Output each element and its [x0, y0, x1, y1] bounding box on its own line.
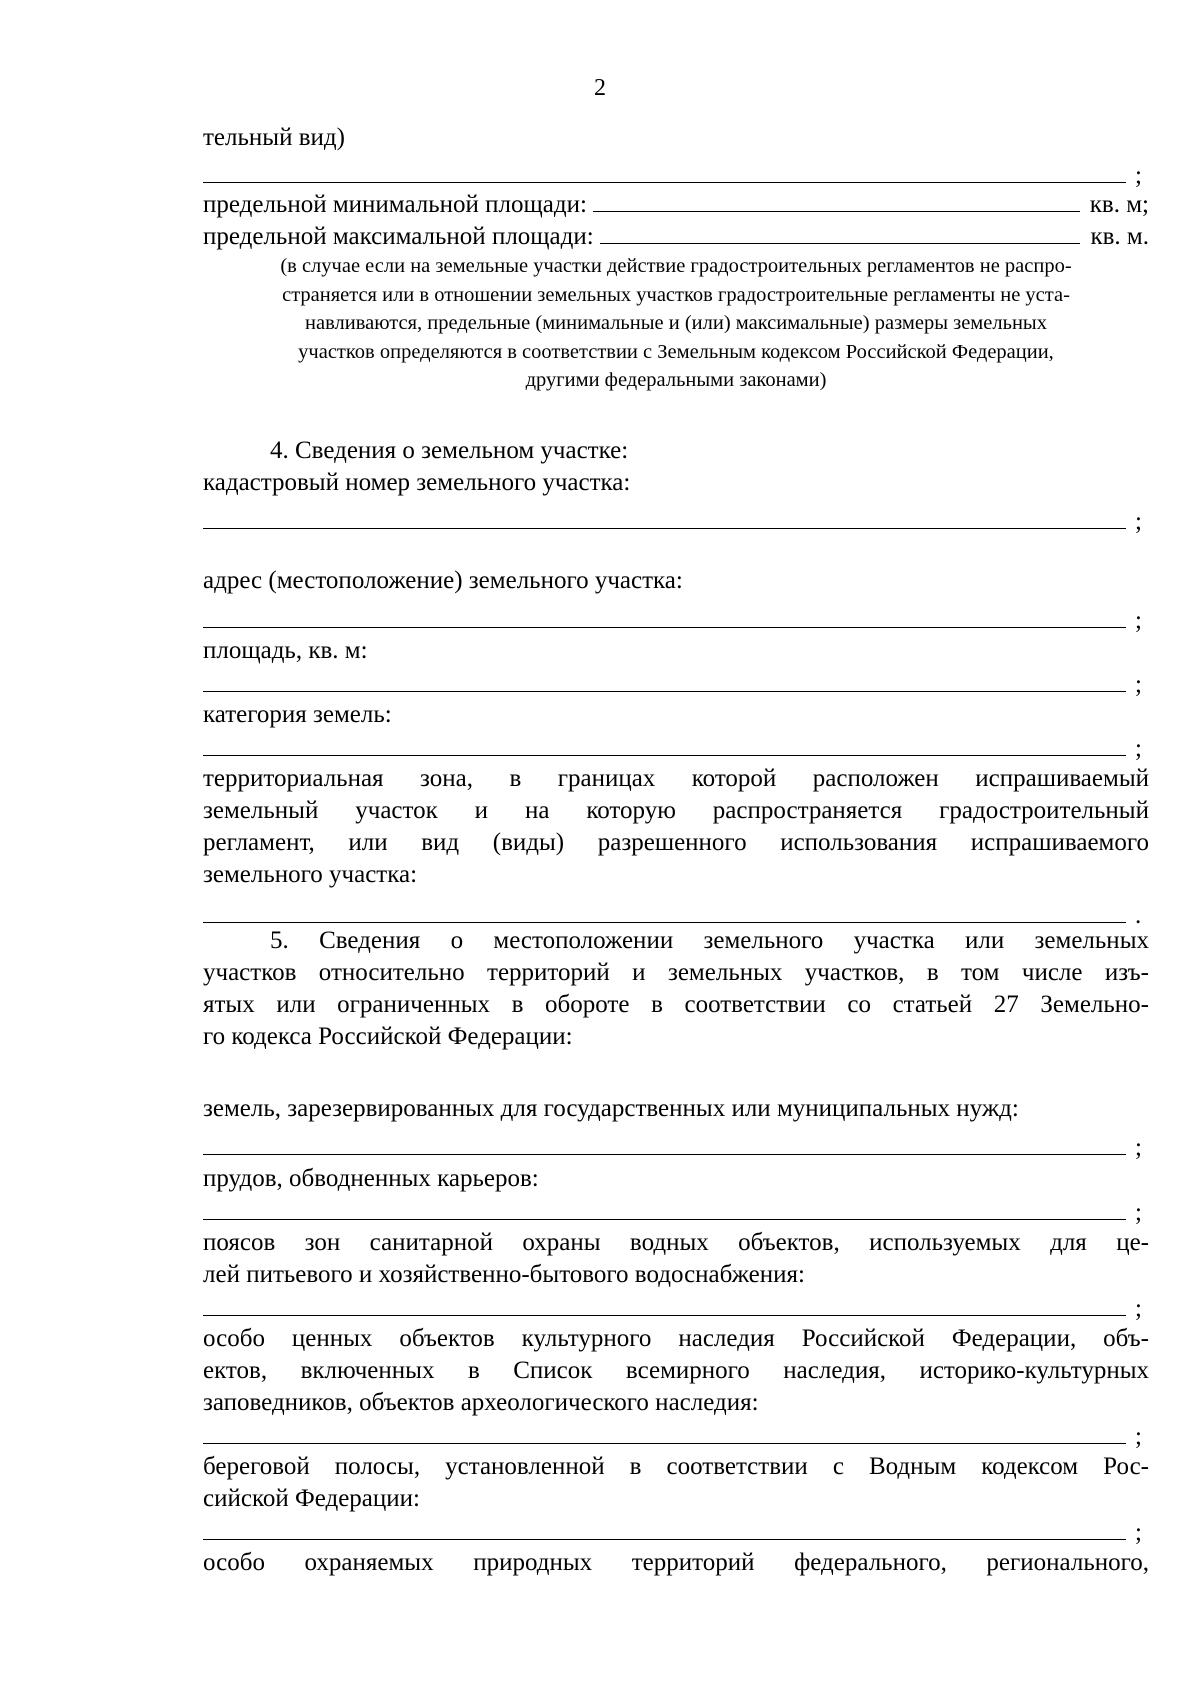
max-area-label: предельной максимальной площади: [203, 223, 594, 250]
territorial-zone-line: земельный участок и на которую распространяется градостроительный [203, 797, 1149, 824]
ponds-field[interactable] [203, 1219, 1126, 1220]
field-end-mark: ; [1135, 1199, 1142, 1226]
section-5-heading-line: 5. Сведения о местоположении земельного участка или земельных [270, 927, 1149, 954]
protected-areas-line: особо охраняемых природных территорий федерального, регионального, [203, 1549, 1149, 1576]
field-end-mark: ; [1135, 671, 1142, 698]
min-area-field[interactable] [593, 187, 1080, 212]
field-end-mark: ; [1135, 1134, 1142, 1161]
section-5-heading-line: ятых или ограниченных в обороте в соответствии со статьей 27 Земельно- [203, 991, 1149, 1018]
territorial-zone-line: регламент, или вид (виды) разрешенного использования испрашиваемого [203, 829, 1149, 856]
section-5-heading-line: участков относительно территорий и земельных участков, в том числе изъ- [203, 959, 1149, 986]
territorial-zone-field[interactable] [203, 922, 1126, 923]
cadastral-number-field[interactable] [203, 528, 1126, 529]
field-end-mark: ; [1135, 508, 1142, 535]
area-note [203, 252, 1149, 395]
section-5-heading-line: го кодекса Российской Федерации: [203, 1023, 573, 1050]
continuation-text: тельный вид) [203, 124, 345, 151]
min-area-row [203, 187, 1149, 220]
territorial-zone-line: территориальная зона, в границах которой расположен испрашиваемый [203, 765, 1149, 792]
sanitary-zones-line: лей питьевого и хозяйственно-бытового водоснабжения: [203, 1261, 805, 1288]
field-end-mark: ; [1135, 607, 1142, 634]
cultural-heritage-line: ектов, включенных в Список всемирного наследия, историко-культурных [203, 1357, 1149, 1384]
land-category-field[interactable] [203, 755, 1126, 756]
max-area-field[interactable] [600, 219, 1081, 244]
section-4-heading: 4. Сведения о земельном участке: [270, 437, 629, 464]
page-number: 2 [594, 75, 606, 101]
field-end-mark: ; [1135, 1295, 1142, 1322]
cultural-heritage-line: особо ценных объектов культурного наследия Российской Федерации, объ- [203, 1325, 1149, 1352]
note-line: страняется или в отношении земельных участков градостроительные регламенты не уста- [282, 283, 1070, 306]
note-line: навливаются, предельные (минимальные и (или) максимальные) размеры земельных [305, 312, 1047, 334]
note-line: (в случае если на земельные участки действие градостроительных регламентов не распро- [280, 255, 1072, 277]
max-area-unit: кв. м. [1090, 223, 1149, 250]
cadastral-number-label: кадастровый номер земельного участка: [203, 469, 631, 496]
land-category-label: категория земель: [203, 701, 392, 728]
address-field[interactable] [203, 627, 1126, 628]
min-area-label: предельной минимальной площади: [203, 191, 587, 218]
ponds-label: прудов, обводненных карьеров: [203, 1165, 539, 1192]
cultural-heritage-line: заповедников, объектов археологического наследия: [203, 1389, 759, 1416]
address-label: адрес (местоположение) земельного участка: [203, 567, 683, 594]
max-area-row [203, 219, 1149, 252]
field-end-mark: ; [1135, 735, 1142, 762]
area-field[interactable] [203, 691, 1126, 692]
blank-line-end-mark: ; [1135, 162, 1142, 189]
coastal-strip-line: сийской Федерации: [203, 1485, 420, 1512]
field-end-mark: ; [1135, 1423, 1142, 1450]
reserved-lands-field[interactable] [203, 1154, 1126, 1155]
coastal-strip-field[interactable] [203, 1539, 1126, 1540]
reserved-lands-label: земель, зарезервированных для государственных или муниципальных нужд: [203, 1095, 1019, 1122]
blank-line-permitted-use[interactable] [203, 182, 1126, 183]
territorial-zone-line: земельного участка: [203, 861, 418, 888]
note-line: участков определяются в соответствии с Земельным кодексом Российской Федерации, [298, 340, 1054, 363]
cultural-heritage-field[interactable] [203, 1443, 1126, 1444]
area-label: площадь, кв. м: [203, 637, 368, 664]
min-area-unit: кв. м; [1089, 191, 1149, 218]
field-end-mark: . [1135, 902, 1142, 929]
note-line: другими федеральными законами) [525, 369, 827, 391]
sanitary-zones-line: поясов зон санитарной охраны водных объектов, используемых для це- [203, 1229, 1149, 1256]
coastal-strip-line: береговой полосы, установленной в соответствии с Водным кодексом Рос- [203, 1453, 1149, 1480]
sanitary-zones-field[interactable] [203, 1315, 1126, 1316]
field-end-mark: ; [1135, 1519, 1142, 1546]
